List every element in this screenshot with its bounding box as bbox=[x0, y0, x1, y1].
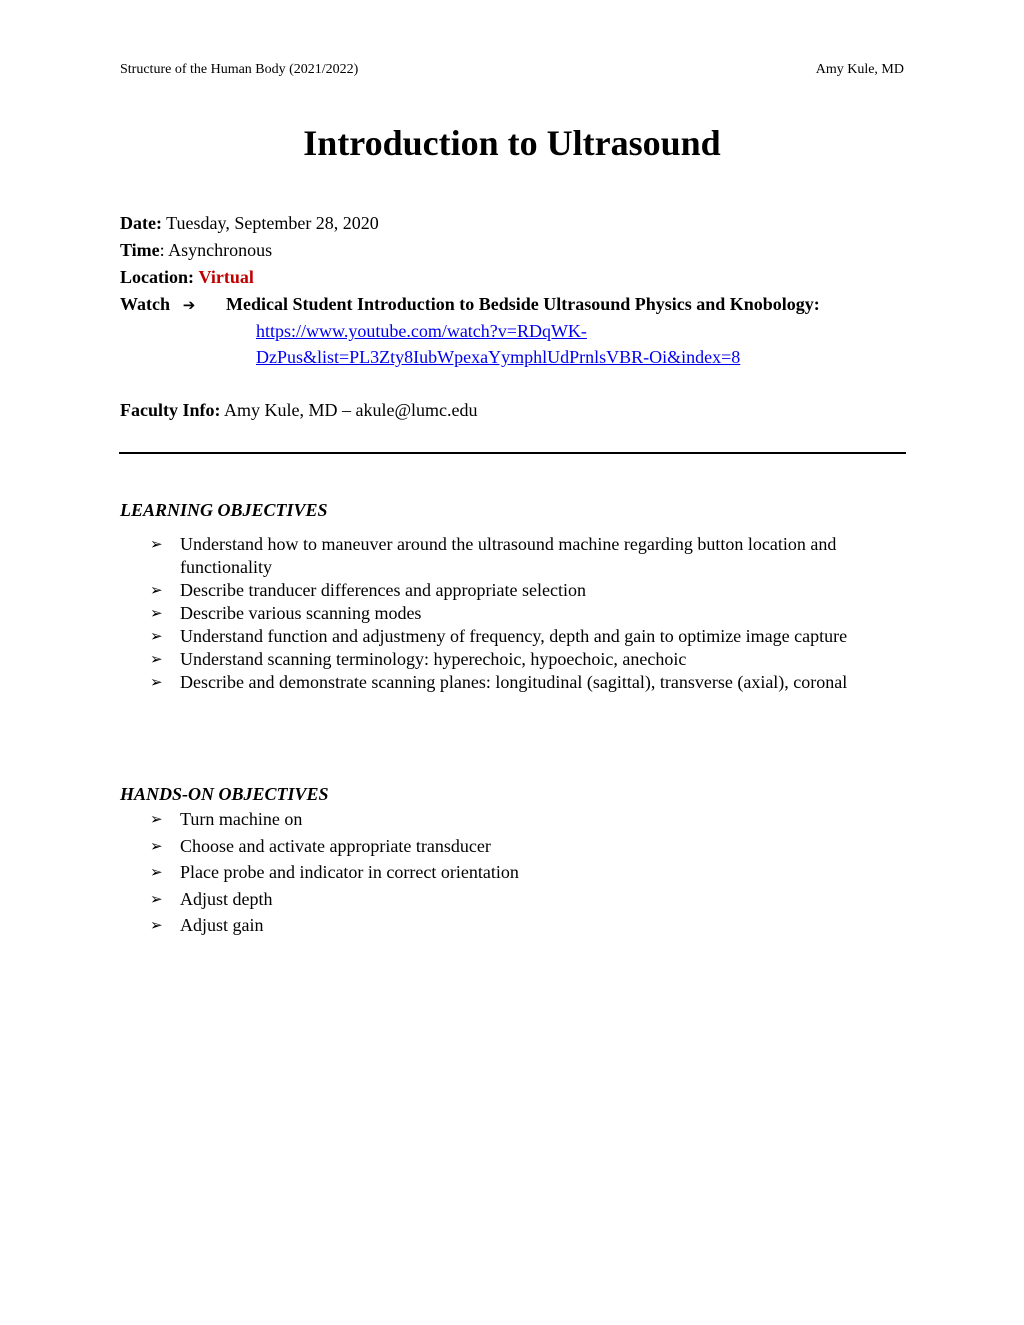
location-value: Virtual bbox=[198, 267, 254, 287]
list-item-text: Understand function and adjustmeny of frequency, depth and gain to optimize image capture bbox=[180, 626, 848, 646]
arrowhead-bullet-icon: ➢ bbox=[150, 673, 163, 691]
hands-on-objectives-list bbox=[150, 806, 890, 939]
date-label: Date: bbox=[120, 213, 162, 233]
arrowhead-bullet-icon: ➢ bbox=[150, 627, 163, 645]
watch-label: Watch bbox=[120, 294, 171, 314]
time-value: : Asynchronous bbox=[159, 240, 273, 260]
learning-objectives-list bbox=[150, 533, 890, 694]
list-item bbox=[150, 648, 890, 671]
list-item bbox=[150, 912, 890, 939]
time-label: Time bbox=[120, 240, 160, 260]
arrowhead-bullet-icon: ➢ bbox=[150, 889, 163, 908]
video-title: Medical Student Introduction to Bedside Ultrasound Physics and Knobology: bbox=[226, 294, 820, 314]
video-link-line2[interactable]: DzPus&list=PL3Zty8IubWpexaYymphlUdPrnlsVBR-Oi&index=8 bbox=[256, 347, 741, 367]
list-item bbox=[150, 806, 890, 833]
arrow-right-icon: ➔ bbox=[182, 296, 196, 314]
arrowhead-bullet-icon: ➢ bbox=[150, 863, 163, 881]
list-item-text: Understand how to maneuver around the ultrasound machine regarding button location and functionality bbox=[180, 534, 837, 577]
list-item bbox=[150, 833, 890, 860]
header-course: Structure of the Human Body (2021/2022) bbox=[120, 62, 359, 77]
list-item bbox=[150, 602, 890, 625]
date-line bbox=[120, 213, 379, 234]
list-item bbox=[150, 625, 890, 648]
arrowhead-bullet-icon: ➢ bbox=[150, 581, 163, 599]
list-item-text: Place probe and indicator in correct orientation bbox=[180, 862, 519, 882]
faculty-label: Faculty Info: bbox=[120, 400, 221, 420]
faculty-value: Amy Kule, MD – akule@lumc.edu bbox=[220, 400, 478, 420]
list-item-text: Describe tranducer differences and appropriate selection bbox=[180, 580, 586, 600]
location-line bbox=[120, 267, 254, 288]
learning-objectives-heading: LEARNING OBJECTIVES bbox=[120, 500, 328, 520]
watch-line bbox=[120, 294, 820, 315]
list-item-text: Adjust gain bbox=[180, 915, 264, 935]
hands-on-objectives-heading: HANDS-ON OBJECTIVES bbox=[120, 784, 329, 804]
arrowhead-bullet-icon: ➢ bbox=[150, 836, 163, 855]
arrowhead-bullet-icon: ➢ bbox=[150, 916, 163, 934]
list-item-text: Describe and demonstrate scanning planes: longitudinal (sagittal), transverse (axial), coronal bbox=[180, 672, 848, 692]
arrowhead-bullet-icon: ➢ bbox=[150, 650, 163, 668]
list-item bbox=[150, 886, 890, 913]
list-item-text: Turn machine on bbox=[180, 809, 303, 829]
list-item bbox=[150, 533, 890, 579]
list-item-text: Choose and activate appropriate transducer bbox=[180, 835, 491, 856]
faculty-line bbox=[120, 400, 478, 421]
date-value: Tuesday, September 28, 2020 bbox=[161, 213, 379, 233]
list-item bbox=[150, 859, 890, 886]
list-item bbox=[150, 579, 890, 602]
list-item bbox=[150, 671, 890, 694]
video-link-line1[interactable]: https://www.youtube.com/watch?v=RDqWK- bbox=[256, 321, 587, 341]
list-item-text: Understand scanning terminology: hyperechoic, hypoechoic, anechoic bbox=[180, 649, 687, 669]
arrowhead-bullet-icon: ➢ bbox=[150, 604, 163, 622]
section-divider bbox=[119, 452, 906, 454]
time-line bbox=[120, 240, 272, 261]
page-title: Introduction to Ultrasound bbox=[303, 123, 721, 163]
location-label: Location: bbox=[120, 267, 194, 287]
list-item-text: Adjust depth bbox=[180, 888, 273, 909]
arrowhead-bullet-icon: ➢ bbox=[150, 810, 163, 828]
arrowhead-bullet-icon: ➢ bbox=[150, 535, 163, 553]
header-author: Amy Kule, MD bbox=[815, 62, 904, 77]
list-item-text: Describe various scanning modes bbox=[180, 603, 422, 623]
